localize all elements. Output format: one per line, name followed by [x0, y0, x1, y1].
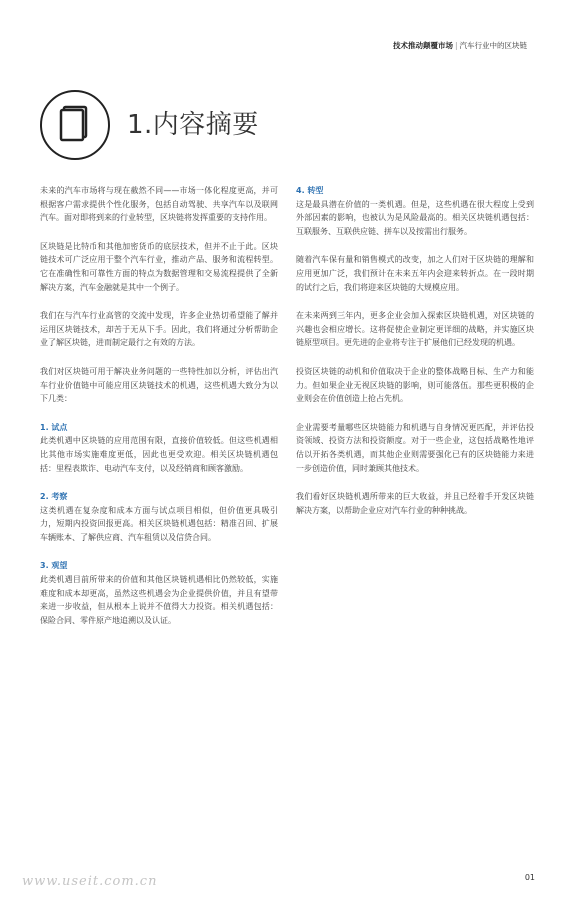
document-icon: [40, 90, 110, 160]
header-separator: |: [454, 41, 458, 50]
section-body: 此类机遇中区块链的应用范围有限，直接价值较低。但这些机遇相比其他市场实施难度更低，因此也更受欢迎。相关区块链机遇包括：里程表欺诈、电动汽车支付，以及经销商和顾客激励。: [40, 436, 278, 473]
left-column: [40, 184, 278, 642]
page-title: 1.内容摘要: [127, 110, 259, 140]
page-number: 01: [524, 873, 535, 882]
paragraph: 投资区块链的动机和价值取决于企业的整体战略目标、生产力和能力。但如果企业无视区块链的影响，则可能落伍。那些更积极的企业则会在价值创造上抢占先机。: [296, 366, 534, 404]
paragraph: 企业需要考量哪些区块链能力和机遇与自身情况更匹配，并评估投资领域、投资方法和投资额度。对于一些企业，这包括战略性地评估以开拓各类机遇，而其他企业则需要强化已有的区块链能力来进一步创造价值，同时兼顾其他技术。: [296, 422, 534, 473]
section-heading: 4. 转型: [296, 186, 324, 195]
section-heading: 2. 考察: [40, 492, 68, 502]
section-body: 这类机遇在复杂度和成本方面与试点项目相似，但价值更具吸引力，短期内投资回报更高。相关区块链机遇包括：精准召回、扩展车辆账本、了解供应商、汽车租赁以及信贷合同。: [40, 505, 278, 542]
paragraph: 我们看好区块链机遇所带来的巨大收益，并且已经着手开发区块链解决方案，以帮助企业应对汽车行业的种种挑战。: [296, 492, 534, 515]
paragraph: 区块链是比特币和其他加密货币的底层技术，但并不止于此。区块链技术可广泛应用于整个汽车行业，推动产品、服务和流程转型。它在准确性和可靠性方面的特点为数据管理和交易流程提供了全新解决方案，汽车金融就是其中一个例子。: [40, 241, 278, 292]
section-heading: 1. 试点: [40, 422, 68, 432]
section-watch: [40, 559, 278, 627]
paragraph: 随着汽车保有量和销售模式的改变，加之人们对于区块链的理解和应用更加广泛，我们预计在未来五年内会迎来转折点。在一段时期的试行之后，我们将迎来区块链的大规模应用。: [296, 255, 534, 292]
section-transform: [296, 184, 534, 238]
section-investigate: [40, 490, 278, 544]
paragraph: 未来的汽车市场将与现在截然不同——市场一体化程度更高，并可根据客户需求提供个性化服务，包括自动驾驶、共享汽车以及联网汽车。面对即将到来的行业转型，区块链将发挥重要的支持作用。: [40, 186, 278, 223]
running-header: [393, 40, 527, 51]
section-heading: 3. 观望: [40, 561, 68, 571]
header-title: 技术推动颠覆市场: [392, 41, 453, 50]
paragraph: 我们对区块链可用于解决业务问题的一些特性加以分析，评估出汽车行业价值链中可能应用区块链技术的机遇，这些机遇大致分为以下几类：: [40, 366, 278, 404]
paragraph: 在未来两到三年内，更多企业会加入探索区块链机遇，对区块链的兴趣也会相应增长。这将促使企业制定更详细的战略，并实施区块链原型项目。更先进的企业将专注于扩展他们已经发现的机遇。: [296, 311, 534, 348]
section-body: 此类机遇目前所带来的价值和其他区块链机遇相比仍然较低，实施难度和成本却更高，虽然这些机遇会为企业提供价值，并且有望带来进一步收益，但从根本上说并不值得大力投资。相关机遇包括：保险合同、零件原产地追溯以及认证。: [40, 575, 278, 625]
section-pilot: [40, 421, 278, 475]
header-subtitle: 汽车行业中的区块链: [459, 41, 527, 50]
section-body: 这是最具潜在价值的一类机遇。但是，这些机遇在很大程度上受到外部因素的影响，也被认为是风险最高的。相关区块链机遇包括：互联服务、互联供应链、拼车以及按需出行服务。: [296, 199, 534, 236]
paragraph: 我们在与汽车行业高管的交流中发现，许多企业热切希望能了解并运用区块链技术，却苦于无从下手。因此，我们将通过分析帮助企业了解区块链，进而制定最行之有效的方法。: [40, 311, 278, 348]
watermark: www.useit.com.cn: [22, 874, 158, 889]
right-column: [296, 184, 534, 532]
